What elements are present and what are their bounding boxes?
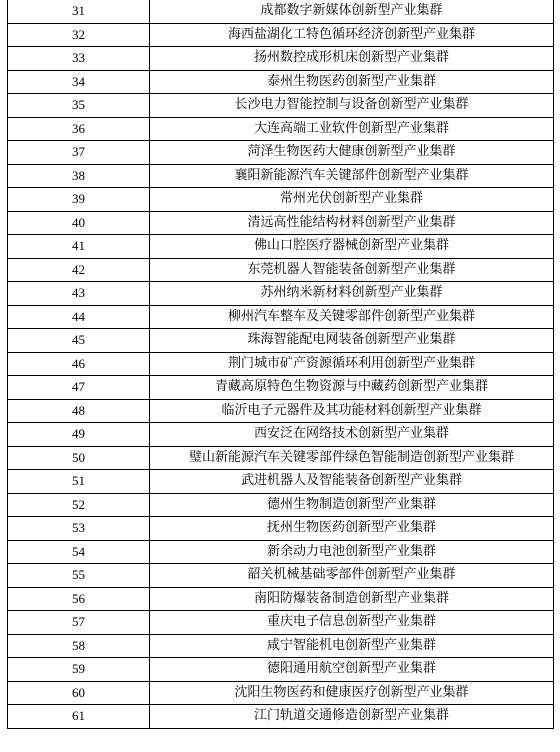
cluster-name-cell: 璧山新能源汽车关键零部件绿色智能制造创新型产业集群 [150, 446, 554, 470]
cluster-name-cell: 佛山口腔医疗器械创新型产业集群 [150, 235, 554, 259]
table-row [8, 446, 554, 470]
cluster-name-cell: 韶关机械基础零部件创新型产业集群 [150, 564, 554, 588]
table-row [8, 540, 554, 564]
row-number-cell: 40 [8, 211, 150, 235]
row-number-cell: 49 [8, 423, 150, 447]
row-number-cell: 48 [8, 399, 150, 423]
cluster-name-cell: 武进机器人及智能装备创新型产业集群 [150, 470, 554, 494]
table-row [8, 47, 554, 71]
table-row [8, 681, 554, 705]
table-row [8, 282, 554, 306]
cluster-name-cell: 常州光伏创新型产业集群 [150, 188, 554, 212]
cluster-name-cell: 临沂电子元器件及其功能材料创新型产业集群 [150, 399, 554, 423]
row-number-cell: 47 [8, 376, 150, 400]
row-number-cell: 43 [8, 282, 150, 306]
row-number-cell: 61 [8, 705, 150, 729]
table-row [8, 470, 554, 494]
table-row [8, 517, 554, 541]
cluster-name-cell: 长沙电力智能控制与设备创新型产业集群 [150, 94, 554, 118]
table-row [8, 493, 554, 517]
row-number-cell: 32 [8, 23, 150, 47]
table-row [8, 94, 554, 118]
row-number-cell: 33 [8, 47, 150, 71]
row-number-cell: 37 [8, 141, 150, 165]
row-number-cell: 56 [8, 587, 150, 611]
table-row [8, 376, 554, 400]
row-number-cell: 59 [8, 658, 150, 682]
cluster-name-cell: 青藏高原特色生物资源与中藏药创新型产业集群 [150, 376, 554, 400]
table-row [8, 399, 554, 423]
row-number-cell: 46 [8, 352, 150, 376]
cluster-name-cell: 珠海智能配电网装备创新型产业集群 [150, 329, 554, 353]
row-number-cell: 45 [8, 329, 150, 353]
row-number-cell: 57 [8, 611, 150, 635]
table-row [8, 164, 554, 188]
cluster-name-cell: 大连高端工业软件创新型产业集群 [150, 117, 554, 141]
cluster-name-cell: 江门轨道交通修造创新型产业集群 [150, 705, 554, 729]
row-number-cell: 44 [8, 305, 150, 329]
row-number-cell: 41 [8, 235, 150, 259]
cluster-name-cell: 柳州汽车整车及关键零部件创新型产业集群 [150, 305, 554, 329]
table-row [8, 587, 554, 611]
row-number-cell: 58 [8, 634, 150, 658]
cluster-name-cell: 泰州生物医药创新型产业集群 [150, 70, 554, 94]
table-row [8, 705, 554, 729]
cluster-name-cell: 重庆电子信息创新型产业集群 [150, 611, 554, 635]
row-number-cell: 50 [8, 446, 150, 470]
table-row [8, 0, 554, 23]
table-row [8, 658, 554, 682]
cluster-list-table [7, 0, 554, 729]
row-number-cell: 35 [8, 94, 150, 118]
cluster-name-cell: 南阳防爆装备制造创新型产业集群 [150, 587, 554, 611]
row-number-cell: 51 [8, 470, 150, 494]
table-row [8, 211, 554, 235]
cluster-name-cell: 清远高性能结构材料创新型产业集群 [150, 211, 554, 235]
table-row [8, 305, 554, 329]
cluster-name-cell: 咸宁智能机电创新型产业集群 [150, 634, 554, 658]
row-number-cell: 54 [8, 540, 150, 564]
cluster-name-cell: 荆门城市矿产资源循环利用创新型产业集群 [150, 352, 554, 376]
table-row [8, 611, 554, 635]
cluster-name-cell: 菏泽生物医药大健康创新型产业集群 [150, 141, 554, 165]
table-row [8, 329, 554, 353]
cluster-list-table-container [7, 0, 553, 729]
row-number-cell: 60 [8, 681, 150, 705]
row-number-cell: 31 [8, 0, 150, 23]
row-number-cell: 36 [8, 117, 150, 141]
table-row [8, 188, 554, 212]
row-number-cell: 53 [8, 517, 150, 541]
row-number-cell: 34 [8, 70, 150, 94]
cluster-name-cell: 德阳通用航空创新型产业集群 [150, 658, 554, 682]
cluster-name-cell: 东莞机器人智能装备创新型产业集群 [150, 258, 554, 282]
table-row [8, 23, 554, 47]
table-row [8, 70, 554, 94]
cluster-name-cell: 襄阳新能源汽车关键部件创新型产业集群 [150, 164, 554, 188]
table-row [8, 634, 554, 658]
cluster-name-cell: 扬州数控成形机床创新型产业集群 [150, 47, 554, 71]
cluster-name-cell: 苏州纳米新材料创新型产业集群 [150, 282, 554, 306]
row-number-cell: 38 [8, 164, 150, 188]
cluster-name-cell: 新余动力电池创新型产业集群 [150, 540, 554, 564]
row-number-cell: 42 [8, 258, 150, 282]
table-row [8, 235, 554, 259]
cluster-name-cell: 抚州生物医药创新型产业集群 [150, 517, 554, 541]
cluster-name-cell: 西安泛在网络技术创新型产业集群 [150, 423, 554, 447]
cluster-name-cell: 海西盐湖化工特色循环经济创新型产业集群 [150, 23, 554, 47]
table-row [8, 117, 554, 141]
table-row [8, 564, 554, 588]
row-number-cell: 52 [8, 493, 150, 517]
cluster-name-cell: 沈阳生物医药和健康医疗创新型产业集群 [150, 681, 554, 705]
table-row [8, 352, 554, 376]
cluster-name-cell: 成都数字新媒体创新型产业集群 [150, 0, 554, 23]
cluster-name-cell: 德州生物制造创新型产业集群 [150, 493, 554, 517]
row-number-cell: 55 [8, 564, 150, 588]
table-row [8, 141, 554, 165]
table-body [8, 0, 554, 728]
table-row [8, 423, 554, 447]
table-row [8, 258, 554, 282]
row-number-cell: 39 [8, 188, 150, 212]
